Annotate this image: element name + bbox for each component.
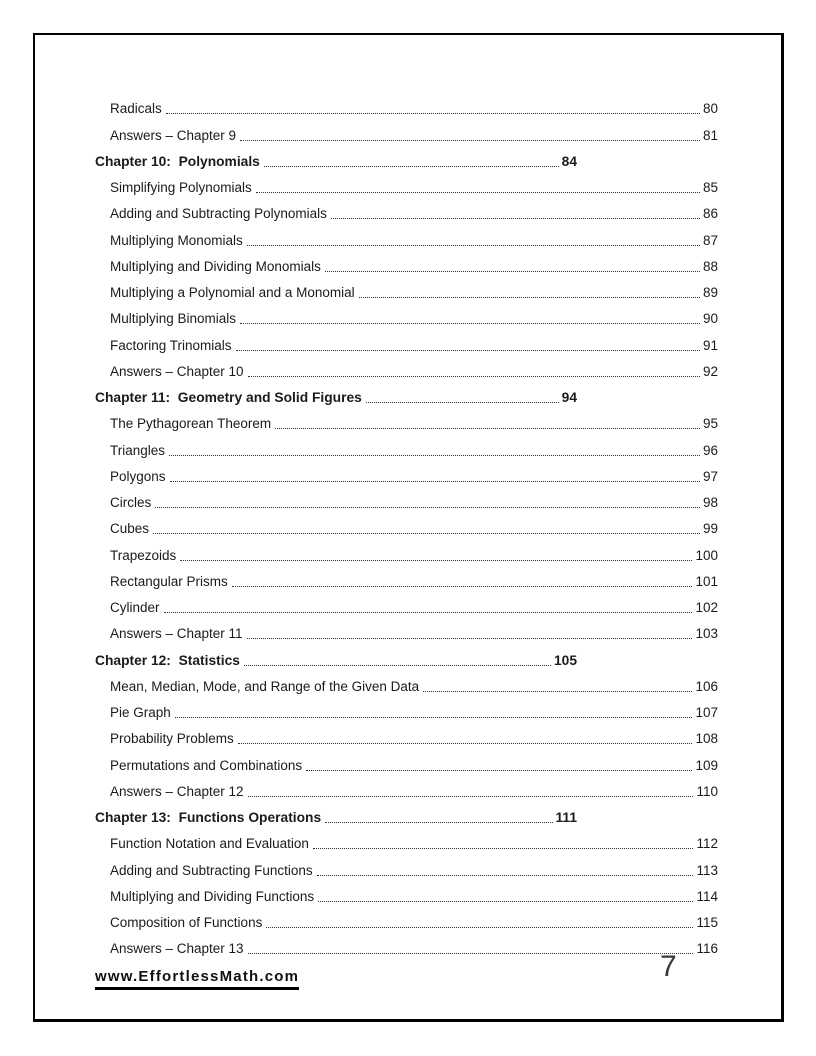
toc-entry-page: 103 bbox=[695, 626, 718, 642]
dot-leader bbox=[423, 691, 692, 692]
toc-entry-page: 84 bbox=[561, 153, 577, 169]
toc-entry-label: Triangles bbox=[110, 442, 166, 458]
toc-entry-page: 98 bbox=[702, 495, 718, 510]
dot-leader bbox=[238, 743, 693, 744]
toc-entry-label: Adding and Subtracting Polynomials bbox=[110, 206, 327, 222]
toc-section-entry[interactable] bbox=[110, 853, 718, 879]
toc-entry-page: 95 bbox=[702, 416, 718, 432]
toc-entry-label: Trapezoids bbox=[110, 547, 177, 563]
toc-entry-label: Chapter 12: Statistics bbox=[95, 652, 240, 668]
toc-entry-label: Cubes bbox=[110, 521, 150, 537]
dot-leader bbox=[256, 192, 700, 193]
toc-section-entry[interactable] bbox=[110, 538, 718, 564]
toc-section-entry[interactable] bbox=[110, 486, 718, 512]
toc-section-entry[interactable] bbox=[110, 92, 718, 118]
toc-section-entry[interactable] bbox=[110, 328, 718, 354]
toc-section-entry[interactable] bbox=[110, 118, 718, 144]
toc-entry-label: Factoring Trinomials bbox=[110, 337, 232, 353]
dot-leader bbox=[247, 245, 700, 246]
dot-leader bbox=[325, 822, 552, 823]
toc-section-entry[interactable] bbox=[110, 722, 718, 748]
dot-leader bbox=[169, 455, 700, 456]
toc-entry-label: Multiplying and Dividing Monomials bbox=[110, 258, 321, 274]
dot-leader bbox=[331, 218, 700, 219]
dot-leader bbox=[266, 927, 693, 928]
toc-entry-label: Adding and Subtracting Functions bbox=[110, 862, 313, 878]
dot-leader bbox=[180, 560, 692, 561]
toc-entry-page: 90 bbox=[702, 311, 718, 327]
toc-section-entry[interactable] bbox=[110, 433, 718, 459]
toc-entry-label: Cylinder bbox=[110, 600, 160, 615]
toc-entry-label: Radicals bbox=[110, 101, 162, 117]
toc-entry-page: 107 bbox=[695, 705, 718, 720]
toc-entry-page: 89 bbox=[702, 285, 718, 300]
toc-entry-label: Circles bbox=[110, 495, 152, 510]
toc-section-entry[interactable] bbox=[110, 197, 718, 223]
toc-entry-page: 94 bbox=[561, 390, 577, 405]
dot-leader bbox=[317, 875, 694, 876]
toc-entry-page: 100 bbox=[695, 547, 718, 563]
page-number: 7 bbox=[660, 950, 677, 983]
toc-entry-page: 115 bbox=[696, 915, 718, 930]
toc-entry-page: 116 bbox=[696, 941, 718, 957]
toc-entry-page: 108 bbox=[695, 731, 718, 747]
toc-section-entry[interactable] bbox=[110, 591, 718, 617]
dot-leader bbox=[313, 848, 694, 849]
toc-section-entry[interactable] bbox=[110, 880, 718, 906]
toc-entry-label: Chapter 11: Geometry and Solid Figures bbox=[95, 390, 362, 405]
dot-leader bbox=[236, 350, 700, 351]
toc-section-entry[interactable] bbox=[110, 670, 718, 696]
toc-entry-page: 111 bbox=[555, 810, 577, 825]
toc-section-entry[interactable] bbox=[110, 775, 718, 801]
dot-leader bbox=[244, 665, 551, 666]
dot-leader bbox=[366, 402, 559, 403]
toc-entry-label: Mean, Median, Mode, and Range of the Given Data bbox=[110, 678, 420, 694]
toc-chapter-entry[interactable] bbox=[95, 643, 577, 669]
toc-entry-label: Multiplying and Dividing Functions bbox=[110, 888, 315, 904]
toc-entry-label: Rectangular Prisms bbox=[110, 573, 228, 589]
dot-leader bbox=[240, 140, 700, 141]
toc-section-entry[interactable] bbox=[110, 512, 718, 538]
toc-entry-label: Multiplying a Polynomial and a Monomial bbox=[110, 285, 355, 300]
toc-section-entry[interactable] bbox=[110, 617, 718, 643]
toc-section-entry[interactable] bbox=[110, 223, 718, 249]
dot-leader bbox=[153, 533, 700, 534]
toc-entry-page: 110 bbox=[696, 783, 718, 799]
toc-entry-page: 102 bbox=[695, 600, 718, 615]
toc-entry-label: Probability Problems bbox=[110, 731, 234, 747]
toc-list bbox=[95, 92, 718, 958]
dot-leader bbox=[264, 166, 559, 167]
toc-entry-page: 97 bbox=[702, 468, 718, 484]
dot-leader bbox=[325, 271, 700, 272]
toc-entry-page: 81 bbox=[702, 127, 718, 143]
toc-entry-label: Multiplying Binomials bbox=[110, 311, 237, 327]
toc-entry-page: 85 bbox=[702, 180, 718, 195]
dot-leader bbox=[248, 953, 694, 954]
toc-entry-label: Answers – Chapter 12 bbox=[110, 783, 244, 799]
dot-leader bbox=[359, 297, 700, 298]
toc-entry-label: Composition of Functions bbox=[110, 915, 263, 930]
toc-entry-label: Chapter 10: Polynomials bbox=[95, 153, 260, 169]
toc-chapter-entry[interactable] bbox=[95, 381, 577, 407]
toc-section-entry[interactable] bbox=[110, 407, 718, 433]
dot-leader bbox=[232, 586, 693, 587]
dot-leader bbox=[175, 717, 693, 718]
toc-entry-label: Permutations and Combinations bbox=[110, 757, 303, 773]
dot-leader bbox=[240, 323, 700, 324]
dot-leader bbox=[166, 113, 700, 114]
toc-entry-page: 99 bbox=[702, 521, 718, 537]
dot-leader bbox=[248, 376, 700, 377]
toc-entry-page: 113 bbox=[696, 862, 718, 878]
toc-section-entry[interactable] bbox=[110, 906, 718, 932]
toc-entry-page: 101 bbox=[695, 573, 718, 589]
toc-entry-page: 96 bbox=[702, 442, 718, 458]
toc-entry-label: Chapter 13: Functions Operations bbox=[95, 810, 322, 825]
toc-section-entry[interactable] bbox=[110, 460, 718, 486]
toc-section-entry[interactable] bbox=[110, 932, 718, 958]
toc-entry-page: 92 bbox=[702, 363, 718, 379]
toc-entry-label: Simplifying Polynomials bbox=[110, 180, 252, 195]
dot-leader bbox=[170, 481, 700, 482]
toc-entry-label: Polygons bbox=[110, 468, 166, 484]
toc-entry-page: 112 bbox=[696, 836, 718, 852]
toc-entry-label: Answers – Chapter 10 bbox=[110, 363, 244, 379]
toc-entry-page: 86 bbox=[702, 206, 718, 222]
toc-section-entry[interactable] bbox=[110, 565, 718, 591]
toc-entry-page: 91 bbox=[702, 337, 718, 353]
toc-entry-page: 105 bbox=[553, 652, 577, 668]
toc-entry-page: 88 bbox=[702, 258, 718, 274]
dot-leader bbox=[306, 770, 692, 771]
toc-chapter-entry[interactable] bbox=[95, 145, 577, 171]
dot-leader bbox=[155, 507, 700, 508]
toc-section-entry[interactable] bbox=[110, 696, 718, 722]
toc-entry-page: 114 bbox=[696, 888, 718, 904]
toc-entry-label: Answers – Chapter 9 bbox=[110, 127, 237, 143]
toc-entry-page: 106 bbox=[695, 678, 718, 694]
toc-entry-label: Answers – Chapter 11 bbox=[110, 626, 243, 642]
toc-entry-page: 109 bbox=[695, 757, 718, 773]
toc-entry-label: Answers – Chapter 13 bbox=[110, 941, 244, 957]
toc-section-entry[interactable] bbox=[110, 276, 718, 302]
dot-leader bbox=[318, 901, 693, 902]
toc-section-entry[interactable] bbox=[110, 250, 718, 276]
toc-section-entry[interactable] bbox=[110, 171, 718, 197]
dot-leader bbox=[247, 638, 693, 639]
toc-entry-page: 80 bbox=[702, 101, 718, 117]
toc-entry-page: 87 bbox=[702, 232, 718, 248]
toc-entry-label: Pie Graph bbox=[110, 705, 171, 720]
dot-leader bbox=[275, 428, 700, 429]
toc-section-entry[interactable] bbox=[110, 355, 718, 381]
toc-section-entry[interactable] bbox=[110, 827, 718, 853]
dot-leader bbox=[164, 612, 693, 613]
toc-chapter-entry[interactable] bbox=[95, 801, 577, 827]
toc-section-entry[interactable] bbox=[110, 748, 718, 774]
dot-leader bbox=[248, 796, 694, 797]
footer-website-link[interactable]: www.EffortlessMath.com bbox=[95, 968, 299, 990]
toc-entry-label: Function Notation and Evaluation bbox=[110, 836, 309, 852]
toc-entry-label: The Pythagorean Theorem bbox=[110, 416, 272, 432]
toc-entry-label: Multiplying Monomials bbox=[110, 232, 243, 248]
toc-section-entry[interactable] bbox=[110, 302, 718, 328]
